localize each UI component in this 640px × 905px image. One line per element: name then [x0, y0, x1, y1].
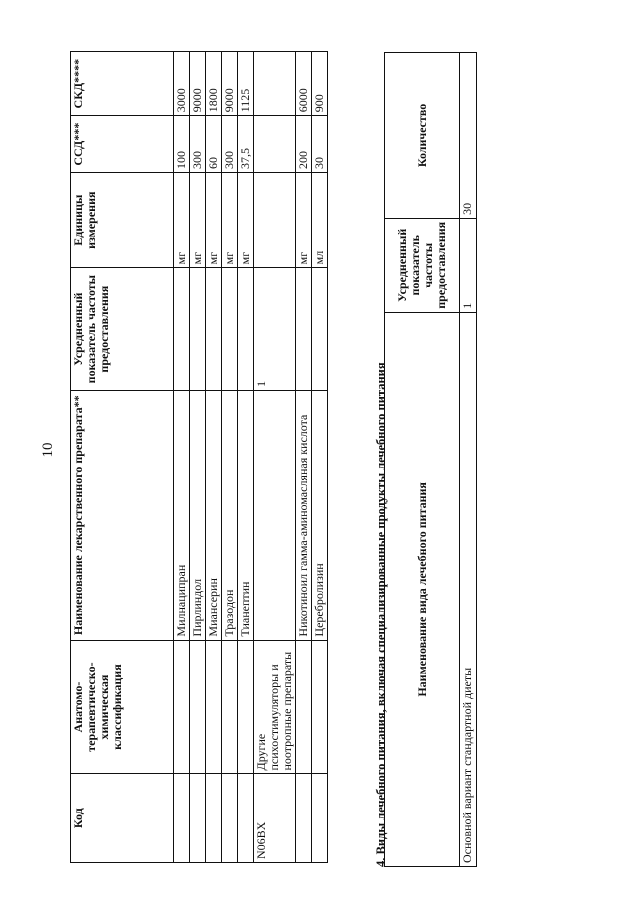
drug-table	[70, 51, 328, 863]
cell-unit: мг	[222, 173, 238, 268]
header-drug-name: Наименование лекарственного препарата**	[71, 390, 174, 640]
cell-frequency: 1	[254, 268, 296, 391]
cell-skd: 1800	[206, 52, 222, 116]
header-code: Код	[71, 774, 174, 863]
cell-skd: 9000	[190, 52, 206, 116]
cell-frequency	[312, 268, 328, 391]
cell-drug-name: Пирлиндол	[190, 390, 206, 640]
cell-ssd	[254, 116, 296, 173]
cell-unit	[254, 173, 296, 268]
cell-unit: мг	[190, 173, 206, 268]
header-unit: Единицы измерения	[71, 173, 174, 268]
cell-skd: 9000	[222, 52, 238, 116]
cell-code	[222, 774, 238, 863]
cell-drug-name: Милнаципран	[174, 390, 190, 640]
header-quantity: Количество	[385, 53, 460, 219]
cell-code	[174, 774, 190, 863]
cell-code: N06BX	[254, 774, 296, 863]
cell-skd: 3000	[174, 52, 190, 116]
cell-nutrition-frequency: 1	[460, 218, 477, 312]
cell-skd: 1125	[238, 52, 254, 116]
cell-ssd: 60	[206, 116, 222, 173]
cell-drug-name: Миансерин	[206, 390, 222, 640]
nutrition-table	[384, 52, 477, 867]
cell-ssd: 100	[174, 116, 190, 173]
cell-atc	[222, 640, 238, 774]
cell-unit: мл	[312, 173, 328, 268]
cell-code	[312, 774, 328, 863]
cell-atc	[312, 640, 328, 774]
page-number: 10	[40, 442, 56, 458]
table-row	[190, 52, 206, 863]
cell-code	[296, 774, 312, 863]
header-skd: СКД****	[71, 52, 174, 116]
table-row	[206, 52, 222, 863]
header-atc: Анатомо-терапевтическо-химическая классификация	[71, 640, 174, 774]
cell-quantity: 30	[460, 53, 477, 219]
table-row	[460, 53, 477, 867]
table-row	[222, 52, 238, 863]
cell-atc	[206, 640, 222, 774]
cell-skd: 900	[312, 52, 328, 116]
cell-ssd: 300	[222, 116, 238, 173]
header-nutrition-name: Наименование вида лечебного питания	[385, 312, 460, 866]
cell-drug-name: Церебролизин	[312, 390, 328, 640]
cell-frequency	[206, 268, 222, 391]
drug-table-header-row	[71, 52, 174, 863]
cell-ssd: 30	[312, 116, 328, 173]
cell-frequency	[238, 268, 254, 391]
cell-atc	[174, 640, 190, 774]
cell-ssd: 37,5	[238, 116, 254, 173]
cell-frequency	[174, 268, 190, 391]
cell-atc	[296, 640, 312, 774]
cell-atc	[238, 640, 254, 774]
cell-skd	[254, 52, 296, 116]
table-row	[254, 52, 296, 863]
header-nutrition-frequency: Усредненный показатель частоты предоставления	[385, 218, 460, 312]
cell-unit: мг	[206, 173, 222, 268]
nutrition-table-header-row	[385, 53, 460, 867]
cell-unit: мг	[174, 173, 190, 268]
cell-drug-name	[254, 390, 296, 640]
cell-unit: мг	[238, 173, 254, 268]
cell-atc: Другие психостимуляторы и ноотропные препараты	[254, 640, 296, 774]
cell-skd: 6000	[296, 52, 312, 116]
cell-ssd: 300	[190, 116, 206, 173]
cell-code	[190, 774, 206, 863]
header-ssd: ССД***	[71, 116, 174, 173]
cell-frequency	[190, 268, 206, 391]
table-row	[238, 52, 254, 863]
cell-frequency	[296, 268, 312, 391]
table-row	[312, 52, 328, 863]
cell-frequency	[222, 268, 238, 391]
cell-drug-name: Тианептин	[238, 390, 254, 640]
cell-unit: мг	[296, 173, 312, 268]
cell-code	[238, 774, 254, 863]
cell-drug-name: Никотиноил гамма-аминомасляная кислота	[296, 390, 312, 640]
cell-nutrition-name: Основной вариант стандартной диеты	[460, 312, 477, 866]
cell-code	[206, 774, 222, 863]
cell-drug-name: Тразодон	[222, 390, 238, 640]
table-row	[174, 52, 190, 863]
cell-ssd: 200	[296, 116, 312, 173]
cell-atc	[190, 640, 206, 774]
section-4-title: 4. Виды лечебного питания, включая специализированные продукты лечебного питания	[374, 362, 388, 867]
table-row	[296, 52, 312, 863]
header-frequency: Усредненный показатель частоты предоставления	[71, 268, 174, 391]
